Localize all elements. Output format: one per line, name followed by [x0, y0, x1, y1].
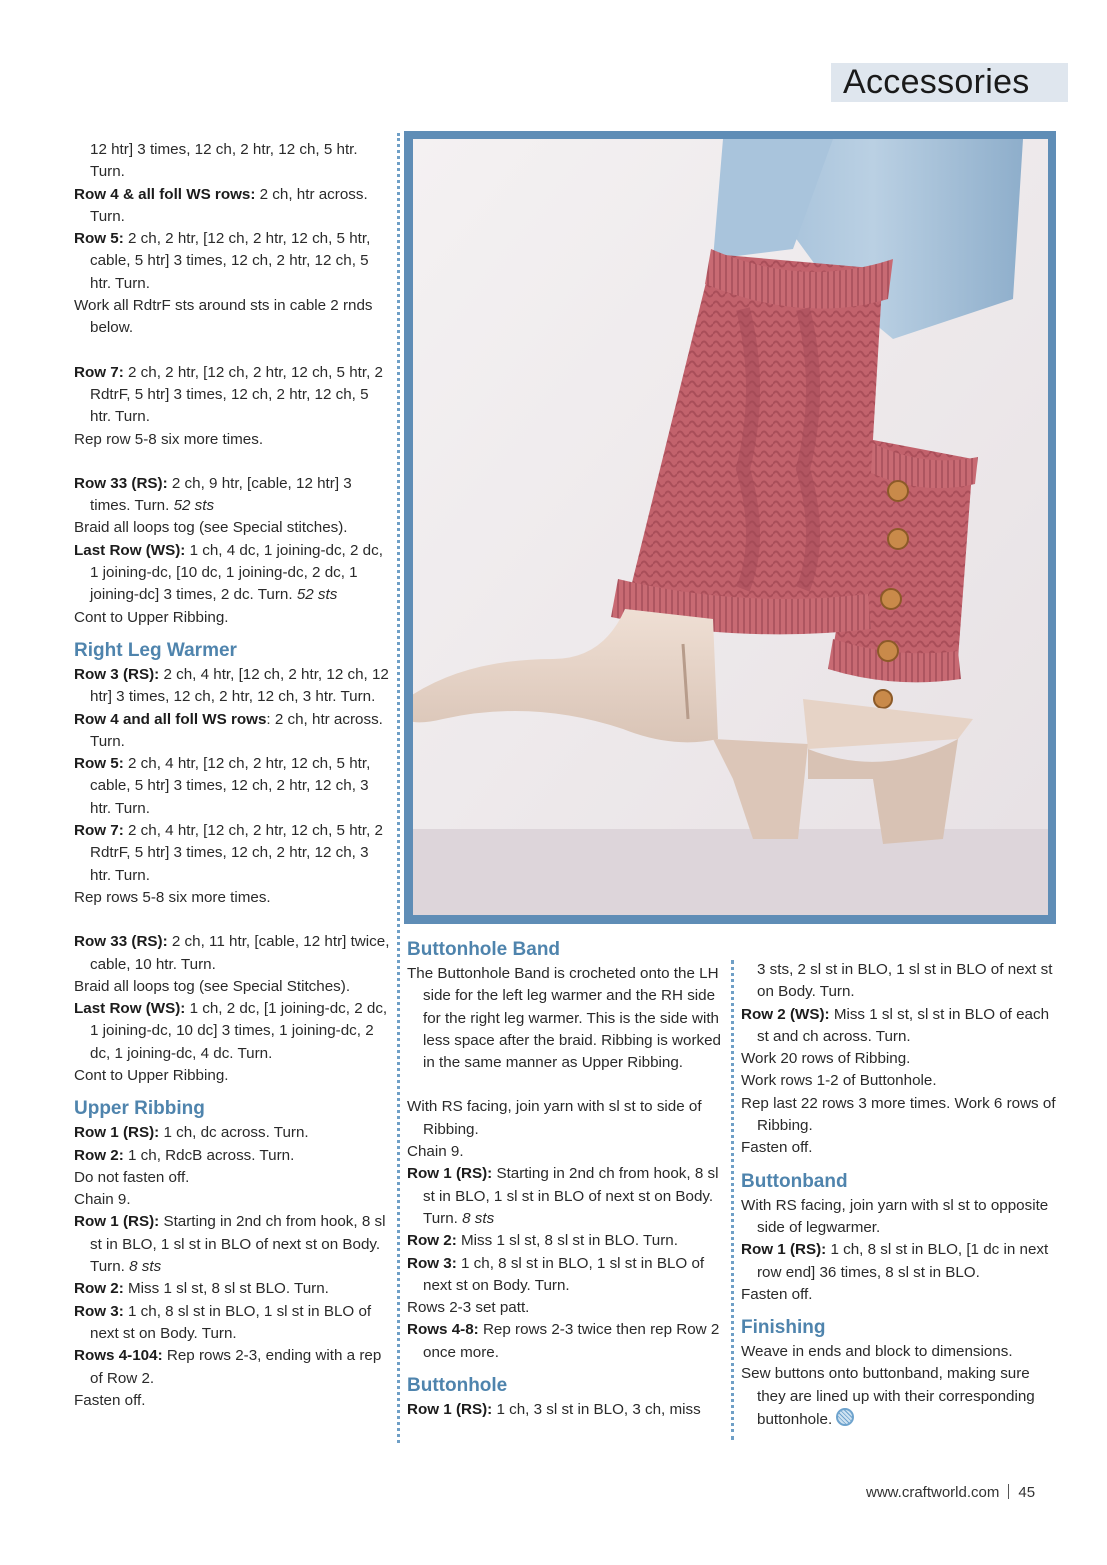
- instruction-text: 1 ch, RdcB across. Turn.: [123, 1146, 295, 1164]
- paragraph-spacer: [407, 1074, 723, 1096]
- instruction-line: [741, 1284, 1059, 1306]
- row-label: Row 5:: [74, 755, 124, 773]
- instruction-text: Miss 1 sl st, 8 sl st in BLO. Turn.: [456, 1232, 678, 1250]
- instruction-text: 2 ch, 11 htr, [cable, 12 htr] twice, cable, 10 htr. Turn.: [90, 933, 390, 973]
- row-label: Row 2:: [74, 1146, 124, 1164]
- instruction-line: [74, 607, 392, 629]
- instruction-line: [741, 1239, 1059, 1284]
- instruction-line: [74, 1145, 392, 1167]
- instruction-text: Miss 1 sl st, sl st in BLO of each st and ch across. Turn.: [757, 1005, 1050, 1045]
- stitch-count: 52 sts: [296, 586, 338, 604]
- instruction-text: 2 ch, 2 htr, [12 ch, 2 htr, 12 ch, 5 htr, 2 RdtrF, 5 htr] 3 times, 12 ch, 2 htr, 12 ch, 5 htr. Turn.: [90, 363, 383, 426]
- instruction-text: With RS facing, join yarn with sl st to opposite side of legwarmer.: [741, 1196, 1049, 1236]
- row-label: Row 1 (RS):: [74, 1213, 160, 1231]
- row-label: Last Row (WS):: [74, 541, 186, 559]
- instruction-line: [74, 709, 392, 754]
- row-label: Row 4 and all foll WS rows: [74, 710, 267, 728]
- row-label: Rows 4-104:: [74, 1347, 163, 1365]
- instruction-text: 1 ch, 2 dc, [1 joining-dc, 2 dc, 1 joining-dc, 10 dc] 3 times, 1 joining-dc, 2 dc, 1 joining-dc, 4 dc. Turn.: [90, 1000, 388, 1062]
- instruction-line: [407, 1399, 723, 1421]
- instruction-line: [407, 1141, 723, 1163]
- row-label: Rows 4-8:: [407, 1321, 479, 1339]
- instruction-line: [741, 1048, 1059, 1070]
- instruction-line: [741, 1363, 1059, 1431]
- instruction-line: [74, 139, 392, 184]
- instruction-text: 2 ch, 4 htr, [12 ch, 2 htr, 12 ch, 5 htr, 2 RdtrF, 5 htr] 3 times, 12 ch, 2 htr, 12 ch, 3 htr. Turn.: [90, 822, 383, 884]
- instruction-line: [74, 429, 392, 451]
- section-heading: Buttonhole: [407, 1375, 508, 1397]
- stitch-count: 52 sts: [173, 497, 215, 515]
- instruction-line: [74, 1122, 392, 1144]
- instruction-text: : 2 ch, htr across. Turn.: [90, 710, 383, 750]
- row-label: Row 1 (RS):: [741, 1241, 827, 1259]
- instruction-text: 12 htr] 3 times, 12 ch, 2 htr, 12 ch, 5 htr. Turn.: [90, 141, 358, 181]
- row-label: Row 2 (WS):: [741, 1005, 830, 1023]
- instruction-line: [74, 1278, 392, 1300]
- instruction-line: [74, 1345, 392, 1390]
- section-heading: Buttonhole Band: [407, 939, 561, 960]
- instruction-line: [74, 1189, 392, 1211]
- instruction-line: [74, 1301, 392, 1346]
- instruction-text: Starting in 2nd ch from hook, 8 sl st in BLO, 1 sl st in BLO of next st on Body. Turn.: [423, 1165, 719, 1227]
- instruction-line: [407, 1163, 723, 1230]
- column-divider-lower: [731, 960, 734, 1440]
- instruction-line: [741, 1093, 1059, 1138]
- instruction-text: Starting in 2nd ch from hook, 8 sl st in BLO, 1 sl st in BLO of next st on Body. Turn.: [90, 1213, 386, 1276]
- instruction-text: Cont to Upper Ribbing.: [74, 608, 229, 626]
- instruction-text: Do not fasten off.: [74, 1168, 190, 1186]
- website-link[interactable]: www.craftworld.com: [866, 1484, 1000, 1501]
- instruction-text: 2 ch, 9 htr, [cable, 12 htr] 3 times. Turn.: [90, 474, 352, 515]
- row-label: Row 3:: [74, 1302, 124, 1320]
- leg-warmer-photo: [413, 139, 1048, 915]
- instruction-line: [407, 1230, 723, 1252]
- instruction-line: [407, 1319, 723, 1364]
- row-label: Row 1 (RS):: [407, 1165, 493, 1183]
- instruction-text: 1 ch, 8 sl st in BLO, 1 sl st in BLO of next st on Body. Turn.: [90, 1302, 372, 1342]
- row-label: Row 2:: [74, 1280, 124, 1298]
- instruction-line: [74, 998, 392, 1065]
- instruction-text: Work all RdtrF sts around sts in cable 2 rnds below.: [74, 297, 373, 337]
- row-label: Row 4 & all foll WS rows:: [74, 185, 256, 203]
- instruction-text: With RS facing, join yarn with sl st to side of Ribbing.: [407, 1098, 702, 1138]
- instruction-text: Sew buttons onto buttonband, making sure they are lined up with their corresponding buttonhole.: [741, 1365, 1035, 1429]
- instruction-line: [74, 931, 392, 976]
- section-heading: Right Leg Warmer: [74, 639, 237, 661]
- instruction-line: [74, 362, 392, 429]
- instruction-text: Weave in ends and block to dimensions.: [741, 1343, 1013, 1361]
- instruction-text: Chain 9.: [407, 1143, 464, 1161]
- row-label: Row 5:: [74, 230, 124, 248]
- row-label: Row 33 (RS):: [74, 474, 168, 492]
- instruction-line: [741, 1341, 1059, 1363]
- row-label: Row 1 (RS):: [407, 1401, 493, 1419]
- instruction-text: 2 ch, 4 htr, [12 ch, 2 htr, 12 ch, 5 htr, cable, 5 htr] 3 times, 12 ch, 2 htr, 12 ch, 3 htr. Turn.: [90, 755, 371, 817]
- paragraph-spacer: [741, 1160, 1059, 1169]
- paragraph-spacer: [74, 1087, 392, 1096]
- instruction-text: Fasten off.: [741, 1285, 813, 1303]
- right-column: [741, 959, 1059, 1431]
- row-label: Row 3:: [407, 1254, 457, 1272]
- section-heading: Buttonband: [741, 1170, 848, 1192]
- paragraph-spacer: [74, 909, 392, 931]
- instruction-line: [74, 1390, 392, 1412]
- instruction-line: [741, 1195, 1059, 1240]
- instruction-text: Work rows 1-2 of Buttonhole.: [741, 1072, 937, 1090]
- instruction-line: [741, 959, 1059, 1004]
- instruction-line: [74, 976, 392, 998]
- stitch-count: 8 sts: [462, 1209, 495, 1227]
- instruction-text: The Buttonhole Band is crocheted onto the LH side for the left leg warmer and the RH side for the right leg warmer. This is the side with less space after the braid. Ribbing is worked in the same manner as Upper Ribbing.: [407, 965, 721, 1072]
- instruction-text: Rep rows 2-3 twice then rep Row 2 once more.: [423, 1321, 720, 1361]
- instruction-line: [407, 1253, 723, 1298]
- instruction-line: [74, 1065, 392, 1087]
- row-label: Row 7:: [74, 363, 124, 381]
- instruction-line: [74, 517, 392, 539]
- page-footer: [866, 1484, 1035, 1501]
- row-label: Row 33 (RS):: [74, 933, 168, 951]
- instruction-line: [74, 753, 392, 820]
- instruction-line: [741, 1004, 1059, 1049]
- row-label: Row 7:: [74, 822, 124, 840]
- instruction-text: 2 ch, htr across. Turn.: [90, 185, 368, 225]
- instruction-line: [74, 295, 392, 340]
- instruction-line: [407, 1297, 723, 1319]
- instruction-text: 3 sts, 2 sl st in BLO, 1 sl st in BLO of next st on Body. Turn.: [757, 961, 1053, 1001]
- instruction-text: Fasten off.: [74, 1391, 146, 1409]
- section-heading: Upper Ribbing: [74, 1098, 205, 1120]
- instruction-text: 2 ch, 2 htr, [12 ch, 2 htr, 12 ch, 5 htr, cable, 5 htr] 3 times, 12 ch, 2 htr, 12 ch, 5 htr. Turn.: [90, 230, 371, 292]
- page-number: 45: [1018, 1484, 1036, 1501]
- instruction-text: 1 ch, 3 sl st in BLO, 3 ch, miss: [492, 1401, 701, 1419]
- middle-column: [407, 937, 723, 1421]
- instruction-text: Rep rows 2-3, ending with a rep of Row 2.: [90, 1347, 382, 1387]
- instruction-line: [74, 1211, 392, 1278]
- instruction-line: [741, 1137, 1059, 1159]
- instruction-text: 1 ch, dc across. Turn.: [159, 1124, 309, 1142]
- instruction-line: [74, 228, 392, 295]
- instruction-line: [74, 820, 392, 887]
- leg-warmer-illustration: [413, 139, 1048, 915]
- instruction-text: 2 ch, 4 htr, [12 ch, 2 htr, 12 ch, 12 htr] 3 times, 12 ch, 2 htr, 12 ch, 3 htr. Turn.: [90, 665, 389, 706]
- stitch-count: 8 sts: [129, 1258, 162, 1276]
- instruction-line: [407, 1096, 723, 1141]
- instruction-text: Braid all loops tog (see Special stitches).: [74, 519, 348, 537]
- instruction-line: [74, 1167, 392, 1189]
- instruction-text: 1 ch, 8 sl st in BLO, [1 dc in next row end] 36 times, 8 sl st in BLO.: [757, 1241, 1049, 1281]
- row-label: Row 2:: [407, 1232, 457, 1250]
- left-column: [74, 139, 392, 1412]
- section-tab: [831, 63, 1068, 102]
- footer-divider: [1008, 1484, 1009, 1499]
- instruction-text: Rep row 5-8 six more times.: [74, 430, 264, 448]
- paragraph-spacer: [74, 451, 392, 473]
- paragraph-spacer: [407, 1364, 723, 1373]
- instruction-text: Rows 2-3 set patt.: [407, 1299, 530, 1317]
- row-label: Row 1 (RS):: [74, 1124, 160, 1142]
- instruction-text: Miss 1 sl st, 8 sl st BLO. Turn.: [123, 1280, 329, 1298]
- paragraph-spacer: [74, 629, 392, 638]
- instruction-line: [741, 1070, 1059, 1092]
- paragraph-spacer: [741, 1306, 1059, 1315]
- instruction-text: Chain 9.: [74, 1191, 131, 1209]
- instruction-line: [74, 473, 392, 518]
- paragraph-spacer: [74, 340, 392, 362]
- section-heading: Finishing: [741, 1317, 826, 1339]
- row-label: Last Row (WS):: [74, 1000, 186, 1018]
- column-divider: [397, 133, 400, 1443]
- instruction-line: [74, 540, 392, 607]
- instruction-text: Fasten off.: [741, 1139, 813, 1157]
- instruction-text: Rep last 22 rows 3 more times. Work 6 rows of Ribbing.: [741, 1094, 1056, 1135]
- row-label: Row 3 (RS):: [74, 665, 160, 683]
- instruction-text: Rep rows 5-8 six more times.: [74, 888, 271, 906]
- instruction-text: 1 ch, 8 sl st in BLO, 1 sl st in BLO of next st on Body. Turn.: [423, 1254, 705, 1294]
- instruction-text: Braid all loops tog (see Special Stitches).: [74, 977, 351, 995]
- instruction-line: [74, 184, 392, 229]
- instruction-line: [74, 887, 392, 909]
- section-title: Accessories: [843, 63, 1030, 101]
- instruction-line: [407, 963, 723, 1074]
- instruction-line: [74, 664, 392, 709]
- instruction-text: Cont to Upper Ribbing.: [74, 1066, 229, 1084]
- instruction-text: 1 ch, 4 dc, 1 joining-dc, 2 dc, 1 joining-dc, [10 dc, 1 joining-dc, 2 dc, 1 joining-dc] 3 times, 2 dc. Turn.: [90, 541, 383, 604]
- yarn-ball-icon: [836, 1408, 854, 1426]
- instruction-text: Work 20 rows of Ribbing.: [741, 1050, 911, 1068]
